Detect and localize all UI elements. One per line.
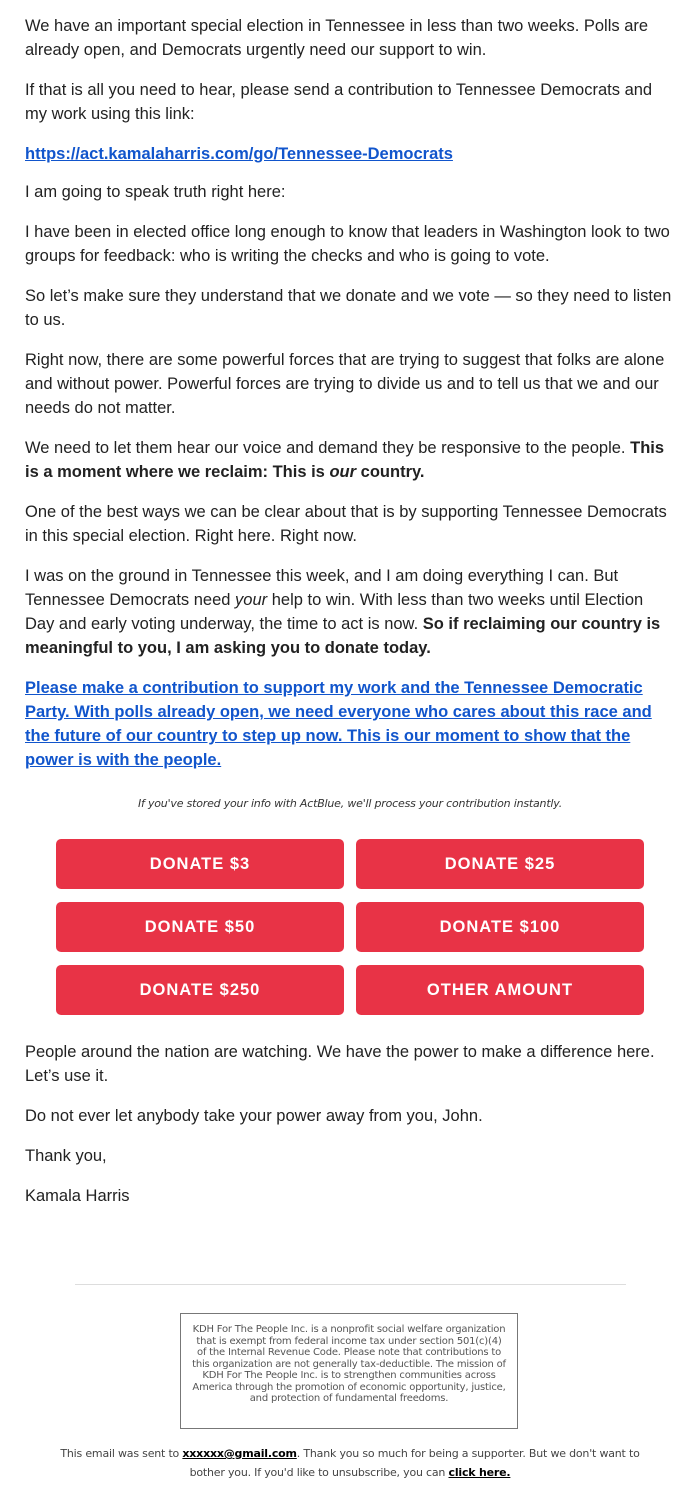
email-body: [25, 14, 677, 788]
cta-paragraph: [25, 676, 677, 772]
unsubscribe-link[interactable]: click here.: [448, 1466, 511, 1479]
actblue-note: If you've stored your info with ActBlue, we'll process your contribution instantly.: [137, 797, 563, 810]
paragraph: [25, 564, 677, 660]
closing-section: [25, 1040, 677, 1224]
italic-span: your: [235, 591, 268, 609]
paragraph: So let’s make sure they understand that we donate and we vote — so they need to listen to us.: [25, 287, 672, 329]
paragraph: Right now, there are some powerful forces that are trying to suggest that folks are alone and without power. Powerful forces are trying to divide us and to tell us that we and our needs do not matter.: [25, 351, 665, 417]
paragraph-text: help to win. With less than two weeks until Election Day and early voting underway, the time to act is now.: [25, 591, 644, 633]
paragraph: I am going to speak truth right here:: [25, 183, 286, 201]
paragraph: One of the best ways we can be clear about that is by supporting Tennessee Democrats in this special election. Right here. Right now.: [25, 503, 667, 545]
paragraph: [25, 436, 677, 484]
link-paragraph: [25, 142, 677, 166]
paragraph: If that is all you need to hear, please send a contribution to Tennessee Democrats and my work using this link:: [25, 81, 653, 123]
paragraph: We have an important special election in Tennessee in less than two weeks. Polls are already open, and Democrats urgently need our support to win.: [25, 17, 649, 59]
footer: [60, 1444, 640, 1482]
bold-text: So if reclaiming our country is meaningful to you, I am asking you to donate today.: [25, 615, 661, 657]
donation-link[interactable]: https://act.kamalaharris.com/go/Tennessee-Democrats: [25, 145, 453, 163]
paragraph: I have been in elected office long enough to know that leaders in Washington look to two groups for feedback: who is writing the checks and who is going to vote.: [25, 223, 670, 265]
footer-text: This email was sent to: [60, 1447, 180, 1460]
donate-25-button[interactable]: DONATE $25: [356, 839, 644, 889]
donate-100-button[interactable]: DONATE $100: [356, 902, 644, 952]
italic-span: our: [329, 463, 357, 481]
other-amount-button[interactable]: OTHER AMOUNT: [356, 965, 644, 1015]
paragraph: People around the nation are watching. We have the power to make a difference here. Let’s use it.: [25, 1043, 655, 1085]
disclaimer-box: KDH For The People Inc. is a nonprofit social welfare organization that is exempt from federal income tax under section 501(c)(4) of the Internal Revenue Code. Please note that contributions to this organization are not generally tax-deductible. The mission of KDH For The People Inc. is to strengthen communities across America through the promotion of economic opportunity, justice, and protection of fundamental freedoms.: [180, 1313, 518, 1429]
bold-span: country.: [360, 463, 425, 481]
paragraph-text: I was on the ground in Tennessee this week, and I am doing everything I can. But Tennessee Democrats need: [25, 567, 619, 609]
sign-off: Thank you,: [25, 1147, 107, 1165]
cta-link[interactable]: Please make a contribution to support my work and the Tennessee Democratic Party. With polls already open, we need everyone who cares about this race and the future of our country to step up now. This is our moment to show that the power is with the people.: [25, 679, 652, 769]
donate-50-button[interactable]: DONATE $50: [56, 902, 344, 952]
bold-span: This is a moment where we reclaim: This is: [25, 439, 665, 481]
signature: Kamala Harris: [25, 1187, 130, 1205]
paragraph-text: We need to let them hear our voice and demand they be responsive to the people.: [25, 439, 626, 457]
donate-3-button[interactable]: DONATE $3: [56, 839, 344, 889]
recipient-email-link[interactable]: xxxxxx@gmail.com: [182, 1447, 297, 1460]
donate-250-button[interactable]: DONATE $250: [56, 965, 344, 1015]
divider: [75, 1284, 626, 1285]
paragraph: Do not ever let anybody take your power away from you, John.: [25, 1107, 483, 1125]
footer-text: . Thank you so much for being a supporter. But we don't want to bother you. If you'd like to unsubscribe, you can: [189, 1447, 640, 1479]
